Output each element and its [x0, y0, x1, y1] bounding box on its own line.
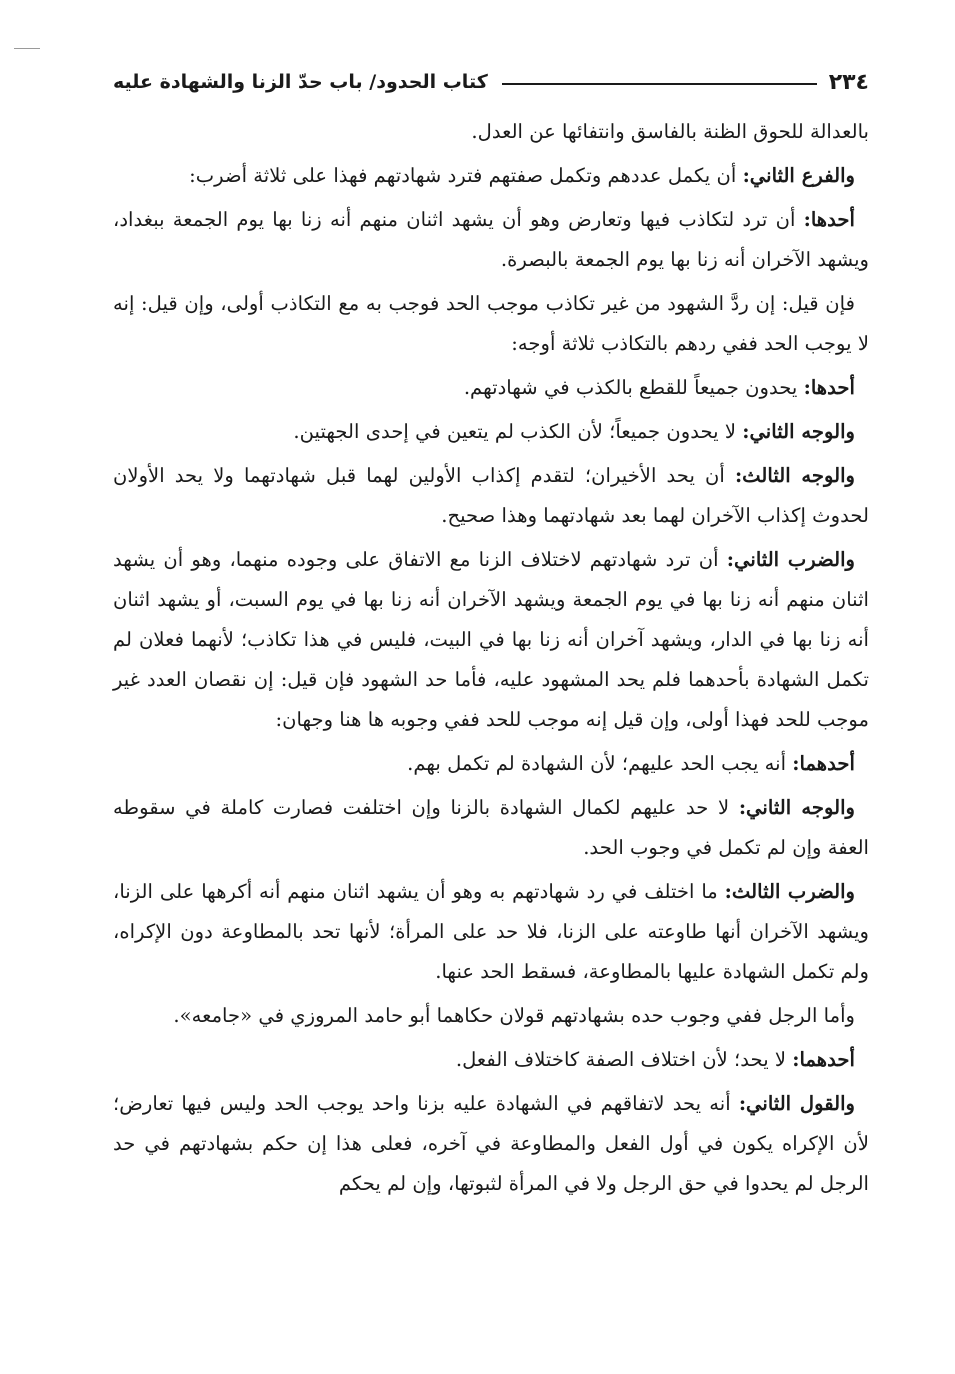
- header-rule: [502, 83, 817, 85]
- page-number: ٢٣٤: [828, 69, 869, 95]
- paragraph-text: ما اختلف في رد شهادتهم به وهو أن يشهد اثنان منهم أنه أكرهها على الزنا، ويشهد الآخران أنها طاوعته على الزنا، فلا حد على المرأة؛ لأنها تحد بالمطاوعة دون الإكراه، ولم تكمل الشهادة عليها بالمطاوعة، فسقط الحد عنها.: [113, 880, 869, 983]
- paragraph-text: وأما الرجل ففي وجوب حده بشهادتهم قولان حكاهما أبو حامد المروزي في «جامعه».: [173, 1004, 855, 1027]
- paragraph: [113, 1040, 869, 1080]
- paragraph: [113, 200, 869, 280]
- paragraph-lead: أحدها:: [803, 376, 855, 399]
- paragraph-lead: والوجه الثاني:: [738, 796, 855, 819]
- paragraph-text: أنه يجب الحد عليهم؛ لأن الشهادة لم تكمل بهم.: [407, 752, 793, 775]
- paragraph-text: لا يحدون جميعاً؛ لأن الكذب لم يتعين في إحدى الجهتين.: [293, 420, 743, 443]
- paragraph-text: أن يكمل عددهم وتكمل صفتهم فترد شهادتهم فهذا على ثلاثة أضرب:: [189, 164, 743, 187]
- paragraph: [113, 788, 869, 868]
- paragraph-text: لا حد عليهم لكمال الشهادة بالزنا وإن اختلفت فصارت كاملة في سقوطه العفة وإن لم تكمل في وجوب الحد.: [113, 796, 869, 859]
- paragraph-lead: أحدهما:: [792, 752, 855, 775]
- paragraph-text: أن ترد شهادتهم لاختلاف الزنا مع الاتفاق على وجوده منهما، وهو أن يشهد اثنان منهم أنه زنا بها في يوم الجمعة ويشهد الآخران أنه زنا بها في يوم السبت، أو يشهد اثنان أنه زنا بها في الدار، ويشهد آخران أنه زنا بها في البيت، فليس في هذا تكاذب؛ لأنهما فعلان لم تكمل الشهادة بأحدهما فلم يحد المشهود عليه، فأما حد الشهود فإن قيل: إن نقصان العدد غير موجب للحد فهذا أولى، وإن قيل إنه موجب للحد ففي وجوبه ها هنا وجهان:: [113, 548, 869, 731]
- paragraph-lead: والقول الثاني:: [738, 1092, 856, 1115]
- paragraph-text: لا يحد؛ لأن اختلاف الصفة كاختلاف الفعل.: [455, 1048, 793, 1071]
- paragraph: [113, 744, 869, 784]
- paragraph-text: أن يحد الأخيران؛ لتقدم إكذاب الأولين لهما قبل شهادتهما ولا يحد الأولان لحدوث إكذاب الآخران لهما بعد شهادتهما وهذا صحيح.: [113, 464, 869, 527]
- paragraph: [113, 872, 869, 992]
- body-text: [113, 112, 869, 1208]
- scan-corner-mark: [14, 48, 40, 49]
- running-header: [113, 62, 869, 102]
- paragraph: [113, 284, 869, 364]
- paragraph-text: يحدون جميعاً للقطع بالكذب في شهادتهم.: [463, 376, 804, 399]
- paragraph-lead: والفرع الثاني:: [742, 164, 855, 187]
- paragraph: [113, 156, 869, 196]
- paragraph: [113, 368, 869, 408]
- paragraph: [113, 1084, 869, 1204]
- paragraph-lead: والوجه الثالث:: [734, 464, 855, 487]
- paragraph: [113, 112, 869, 152]
- paragraph-text: أنه يحد لاتفاقهم في الشهادة عليه بزنا واحد يوجب الحد وليس فيها تعارض؛ لأن الإكراه يكون في أول الفعل والمطاوعة في آخره، فعلى هذا إن حكم بشهادتهم في حد الرجل لم يحدوا في حق الرجل ولا في المرأة لثبوتها، وإن لم يحكم: [113, 1092, 869, 1195]
- paragraph: [113, 540, 869, 740]
- paragraph-lead: والضرب الثاني:: [726, 548, 855, 571]
- paragraph-lead: أحدها:: [803, 208, 855, 231]
- paragraph-lead: أحدهما:: [792, 1048, 855, 1071]
- paragraph-text: فإن قيل: إن ردَّ الشهود من غير تكاذب موجب الحد فوجب به مع التكاذب أولى، وإن قيل: إنه لا يوجب الحد ففي ردهم بالتكاذب ثلاثة أوجه:: [113, 292, 869, 355]
- paragraph-lead: والوجه الثاني:: [742, 420, 855, 443]
- chapter-title: كتاب الحدود/ باب حدّ الزنا والشهادة عليه: [113, 71, 488, 93]
- paragraph: [113, 412, 869, 452]
- paragraph-lead: والضرب الثالث:: [724, 880, 855, 903]
- paragraph: [113, 996, 869, 1036]
- paragraph-text: أن ترد لتكاذب فيها وتعارض وهو أن يشهد اثنان منهم أنه زنا بها يوم الجمعة ببغداد، ويشهد الآخران أنه زنا بها يوم الجمعة بالبصرة.: [113, 208, 869, 271]
- paragraph-text: بالعدالة للحوق الظنة بالفاسق وانتفائها عن العدل.: [471, 120, 869, 143]
- paragraph: [113, 456, 869, 536]
